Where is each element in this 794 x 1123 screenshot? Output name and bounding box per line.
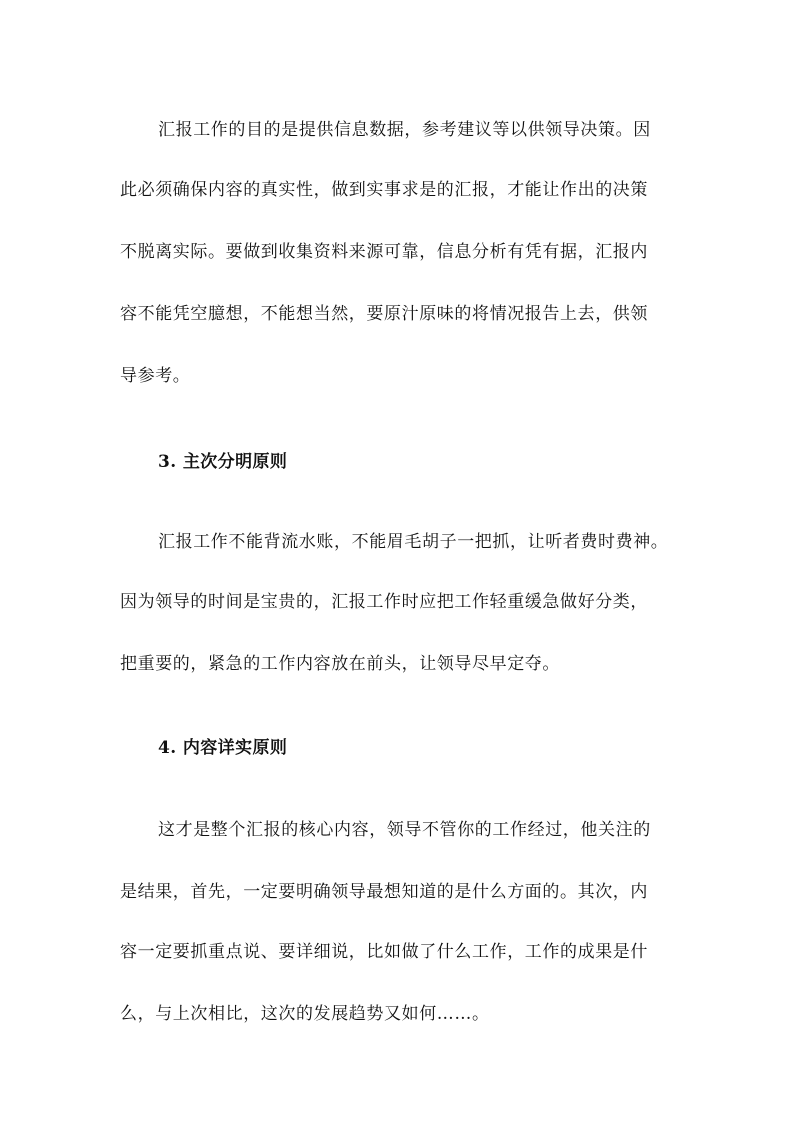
paragraph-line: 容不能凭空臆想，不能想当然，要原汁原味的将情况报告上去，供领 [120, 304, 648, 324]
section-heading: 4. 内容详实原则 [158, 738, 288, 758]
paragraph-line: 因为领导的时间是宝贵的，汇报工作时应把工作轻重缓急做好分类， [120, 592, 648, 612]
paragraph-line: 汇报工作不能背流水账，不能眉毛胡子一把抓，让听者费时费神。 [158, 532, 669, 552]
paragraph-line: 是结果，首先，一定要明确领导最想知道的是什么方面的。其次，内 [120, 882, 648, 902]
paragraph-line: 么，与上次相比，这次的发展趋势又如何……。 [120, 1004, 490, 1024]
paragraph-line: 把重要的，紧急的工作内容放在前头，让领导尽早定夺。 [120, 654, 560, 674]
paragraph-line: 导参考。 [120, 366, 191, 386]
paragraph-line: 汇报工作的目的是提供信息数据，参考建议等以供领导决策。因 [158, 120, 651, 140]
paragraph-line: 这才是整个汇报的核心内容，领导不管你的工作经过，他关注的 [158, 820, 651, 840]
paragraph-line: 不脱离实际。要做到收集资料来源可靠，信息分析有凭有据，汇报内 [120, 242, 648, 262]
paragraph-line: 容一定要抓重点说、要详细说，比如做了什么工作，工作的成果是什 [120, 942, 648, 962]
section-heading: 3. 主次分明原则 [158, 452, 288, 472]
paragraph-line: 此必须确保内容的真实性，做到实事求是的汇报，才能让作出的决策 [120, 180, 648, 200]
